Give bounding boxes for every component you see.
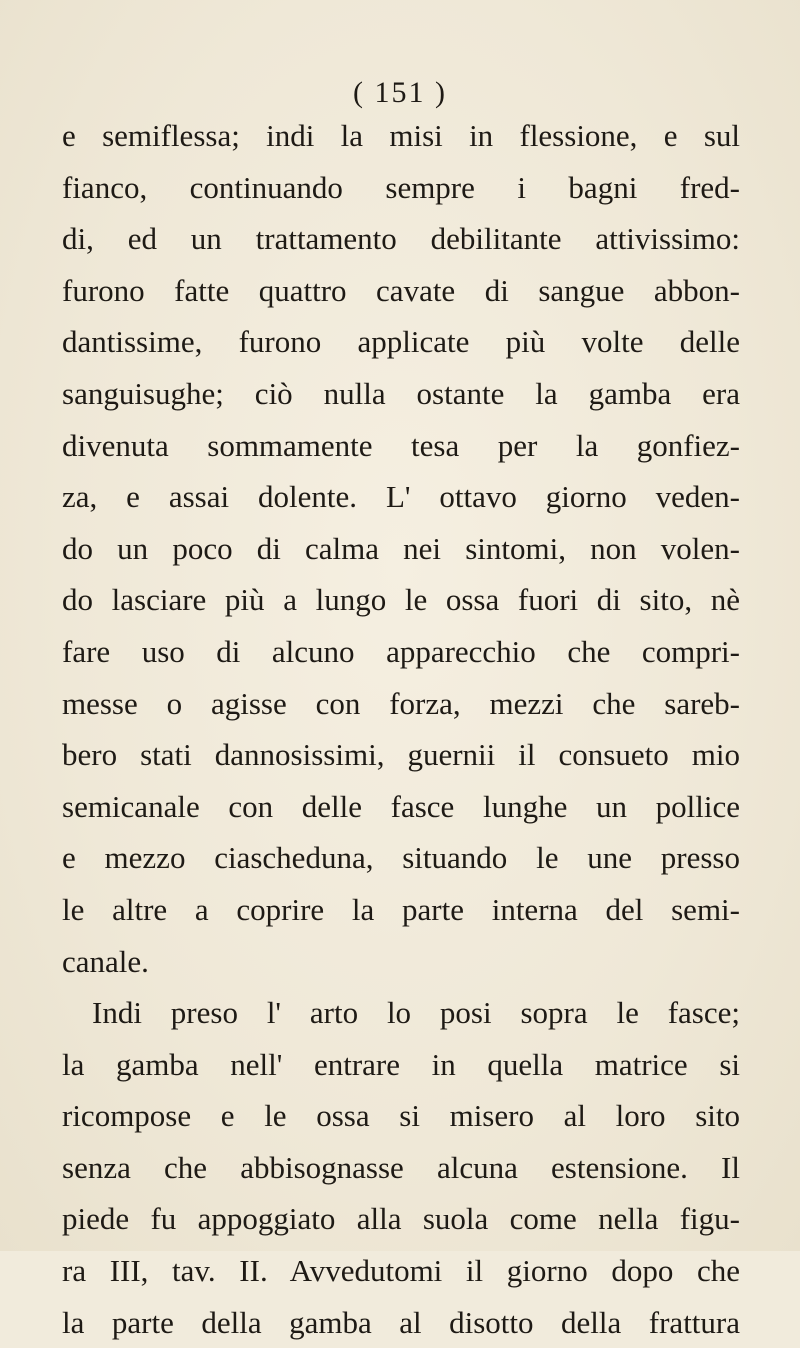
text-line: fare uso di alcuno apparecchio che compri- bbox=[62, 633, 740, 669]
body-text bbox=[62, 110, 740, 1348]
text-line: di, ed un trattamento debilitante attivissimo: bbox=[62, 221, 740, 257]
text-line: senza che abbisognasse alcuna estensione. Il bbox=[62, 1149, 740, 1185]
text-line: fianco, continuando sempre i bagni fred- bbox=[62, 169, 740, 205]
text-line: ricompose e le ossa si misero al loro sito bbox=[62, 1098, 740, 1134]
page-number: ( 151 ) bbox=[353, 76, 447, 109]
text-line: sanguisughe; ciò nulla ostante la gamba era bbox=[62, 375, 740, 411]
text-line: Indi preso l' arto lo posi sopra le fasce; bbox=[92, 995, 740, 1031]
text-line: canale. bbox=[62, 943, 149, 979]
text-line: e semiflessa; indi la misi in flessione, e sul bbox=[62, 118, 740, 153]
text-line: do lasciare più a lungo le ossa fuori di sito, nè bbox=[62, 582, 740, 618]
text-line: za, e assai dolente. L' ottavo giorno veden- bbox=[62, 479, 740, 515]
text-line: ra III, tav. II. Avvedutomi il giorno dopo che bbox=[62, 1253, 740, 1289]
text-line: messe o agisse con forza, mezzi che sareb- bbox=[62, 685, 740, 721]
text-line: le altre a coprire la parte interna del semi- bbox=[62, 891, 740, 927]
text-line: do un poco di calma nei sintomi, non volen- bbox=[62, 530, 740, 566]
text-line: piede fu appoggiato alla suola come nella figu- bbox=[62, 1201, 740, 1237]
text-line: furono fatte quattro cavate di sangue abbon- bbox=[62, 272, 740, 308]
text-line: la parte della gamba al disotto della frattura bbox=[62, 1304, 740, 1340]
text-line: divenuta sommamente tesa per la gonfiez- bbox=[62, 427, 740, 463]
text-line: la gamba nell' entrare in quella matrice si bbox=[62, 1046, 740, 1082]
text-line: dantissime, furono applicate più volte delle bbox=[62, 324, 740, 360]
text-line: bero stati dannosissimi, guernii il consueto mio bbox=[62, 737, 740, 773]
text-line: e mezzo ciascheduna, situando le une presso bbox=[62, 840, 740, 876]
text-line: semicanale con delle fasce lunghe un pollice bbox=[62, 788, 740, 824]
